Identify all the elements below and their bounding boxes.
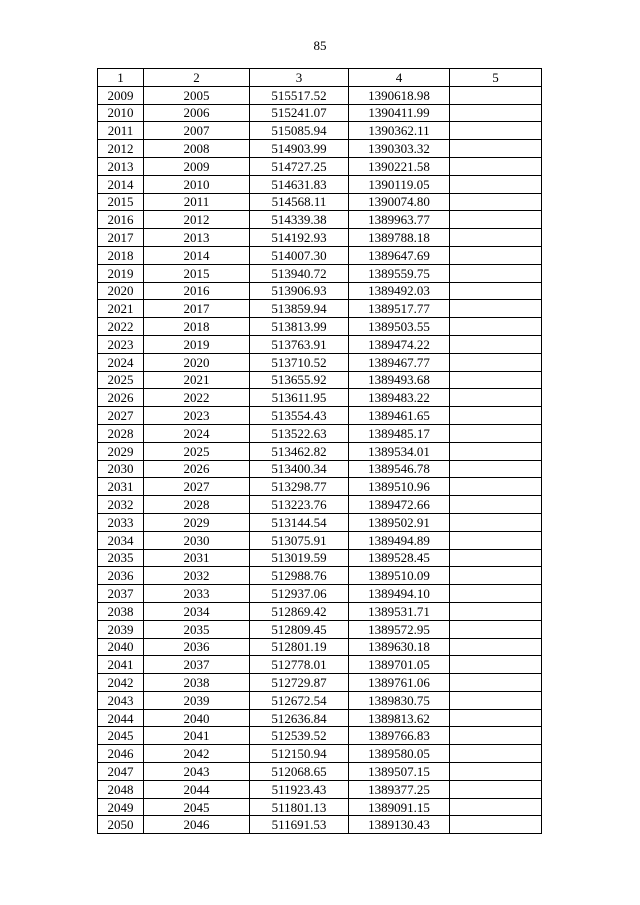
table-cell: 2029 [98,442,144,460]
table-cell: 1389494.10 [349,585,450,603]
table-row [98,691,542,709]
table-cell: 2023 [144,407,250,425]
table-cell: 2016 [144,282,250,300]
table-cell: 2005 [144,86,250,104]
table-cell: 2022 [98,318,144,336]
table-cell: 2035 [144,620,250,638]
table-row [98,140,542,158]
table-row [98,104,542,122]
table-cell: 513019.59 [250,549,349,567]
table-cell: 2013 [98,157,144,175]
table-row [98,567,542,585]
table-cell [450,763,542,781]
table-cell: 1389502.91 [349,513,450,531]
table-cell: 2044 [144,780,250,798]
table-cell: 2011 [98,122,144,140]
table-cell: 2028 [144,496,250,514]
table-cell: 1389572.95 [349,620,450,638]
table-cell: 2018 [98,246,144,264]
table-cell: 513298.77 [250,478,349,496]
table-cell: 2021 [144,371,250,389]
table-cell: 2028 [98,424,144,442]
table-cell: 2042 [144,745,250,763]
table-cell: 2018 [144,318,250,336]
table-row [98,407,542,425]
table-row [98,335,542,353]
table-row [98,656,542,674]
table-cell: 2025 [98,371,144,389]
table-row [98,727,542,745]
table-cell: 2038 [144,674,250,692]
table-cell: 512869.42 [250,602,349,620]
table-cell: 513763.91 [250,335,349,353]
table-cell: 2044 [98,709,144,727]
table-cell: 2046 [144,816,250,834]
table-cell: 2043 [144,763,250,781]
table-cell: 2041 [144,727,250,745]
table-cell: 512988.76 [250,567,349,585]
table-cell: 1389493.68 [349,371,450,389]
table-cell [450,638,542,656]
table-cell: 1389507.15 [349,763,450,781]
table-cell: 513655.92 [250,371,349,389]
table-row [98,175,542,193]
table-cell: 1389534.01 [349,442,450,460]
table-cell: 2045 [98,727,144,745]
table-cell: 2048 [98,780,144,798]
table-cell: 511801.13 [250,798,349,816]
table-cell: 513554.43 [250,407,349,425]
table-cell: 2026 [98,389,144,407]
table-cell: 1389377.25 [349,780,450,798]
table-row [98,513,542,531]
table-cell: 513223.76 [250,496,349,514]
table-cell: 512068.65 [250,763,349,781]
table-cell: 1389130.43 [349,816,450,834]
table-cell: 2039 [144,691,250,709]
table-cell: 513462.82 [250,442,349,460]
table-cell: 2010 [98,104,144,122]
table-cell: 2037 [144,656,250,674]
table-cell: 1389474.22 [349,335,450,353]
table-cell: 2011 [144,193,250,211]
table-cell [450,478,542,496]
table-cell: 1389503.55 [349,318,450,336]
coordinates-table [97,68,542,834]
table-cell [450,86,542,104]
table-cell: 514727.25 [250,157,349,175]
table-cell [450,318,542,336]
table-cell: 2036 [98,567,144,585]
table-cell: 2036 [144,638,250,656]
table-cell: 513400.34 [250,460,349,478]
table-cell: 2030 [98,460,144,478]
table-cell: 1389494.89 [349,531,450,549]
table-cell: 2025 [144,442,250,460]
table-cell: 1390221.58 [349,157,450,175]
table-cell: 513075.91 [250,531,349,549]
table-cell [450,656,542,674]
table-row [98,157,542,175]
table-cell [450,798,542,816]
table-cell: 2020 [144,353,250,371]
table-row [98,193,542,211]
table-row [98,300,542,318]
table-cell [450,122,542,140]
table-cell: 512801.19 [250,638,349,656]
table-cell: 1390618.98 [349,86,450,104]
table-cell: 514631.83 [250,175,349,193]
table-cell: 1389546.78 [349,460,450,478]
table-cell [450,371,542,389]
table-cell: 2040 [98,638,144,656]
table-cell: 2046 [98,745,144,763]
table-cell: 1389531.71 [349,602,450,620]
table-cell: 514339.38 [250,211,349,229]
table-cell: 513813.99 [250,318,349,336]
table-cell: 2009 [98,86,144,104]
table-cell: 2035 [98,549,144,567]
table-cell: 1389766.83 [349,727,450,745]
table-row [98,353,542,371]
table-cell: 514192.93 [250,229,349,247]
column-header: 2 [144,69,250,87]
column-header: 5 [450,69,542,87]
table-row [98,442,542,460]
table-cell: 512778.01 [250,656,349,674]
table-cell: 2042 [98,674,144,692]
table-cell: 2009 [144,157,250,175]
table-cell: 2032 [144,567,250,585]
table-cell: 2017 [98,229,144,247]
table-cell: 2032 [98,496,144,514]
table-cell: 2037 [98,585,144,603]
table-cell: 2027 [98,407,144,425]
table-cell: 1389510.96 [349,478,450,496]
table-cell: 1389813.62 [349,709,450,727]
table-cell: 512729.87 [250,674,349,692]
table-row [98,478,542,496]
table-row [98,389,542,407]
table-cell: 2039 [98,620,144,638]
table-cell: 2033 [98,513,144,531]
table-cell: 2034 [144,602,250,620]
column-header: 4 [349,69,450,87]
table-cell [450,727,542,745]
table-cell: 1389510.09 [349,567,450,585]
table-cell: 1389528.45 [349,549,450,567]
table-row [98,745,542,763]
table-cell: 2045 [144,798,250,816]
table-cell [450,620,542,638]
table-row [98,549,542,567]
table-cell: 513144.54 [250,513,349,531]
table-cell: 1389830.75 [349,691,450,709]
table-cell [450,780,542,798]
table-cell [450,104,542,122]
table-cell [450,353,542,371]
table-cell [450,709,542,727]
table-cell: 515241.07 [250,104,349,122]
table-cell: 2019 [144,335,250,353]
table-cell: 2031 [98,478,144,496]
table-cell: 1389492.03 [349,282,450,300]
table-cell: 511923.43 [250,780,349,798]
table-cell: 1389701.05 [349,656,450,674]
table-cell: 1390411.99 [349,104,450,122]
table-cell: 1389517.77 [349,300,450,318]
table-cell: 512150.94 [250,745,349,763]
table-cell: 2010 [144,175,250,193]
table-cell: 1389485.17 [349,424,450,442]
table-cell: 2012 [144,211,250,229]
table-row [98,496,542,514]
table-row [98,602,542,620]
table-cell [450,193,542,211]
table-cell: 1389580.05 [349,745,450,763]
table-cell: 2024 [144,424,250,442]
table-row [98,122,542,140]
table-cell: 2050 [98,816,144,834]
table-row [98,816,542,834]
table-cell: 2043 [98,691,144,709]
table-cell: 2034 [98,531,144,549]
table-cell: 2014 [144,246,250,264]
table-cell [450,691,542,709]
table-cell [450,246,542,264]
table-cell: 2017 [144,300,250,318]
table-cell: 2020 [98,282,144,300]
page-number: 85 [313,38,327,53]
table-cell: 1389467.77 [349,353,450,371]
table-cell: 1389091.15 [349,798,450,816]
table-cell [450,264,542,282]
table-row [98,264,542,282]
table-cell: 1389461.65 [349,407,450,425]
table-cell [450,602,542,620]
table-row [98,709,542,727]
table-cell: 513940.72 [250,264,349,282]
table-cell: 2007 [144,122,250,140]
table-cell: 2014 [98,175,144,193]
table-cell: 2038 [98,602,144,620]
table-cell: 2015 [144,264,250,282]
table-row [98,531,542,549]
table-cell: 2040 [144,709,250,727]
table-cell: 2012 [98,140,144,158]
table-cell: 2019 [98,264,144,282]
table-cell: 2030 [144,531,250,549]
table-cell [450,335,542,353]
table-row [98,86,542,104]
table-cell [450,389,542,407]
table-cell: 2024 [98,353,144,371]
table-cell: 1389647.69 [349,246,450,264]
table-cell: 511691.53 [250,816,349,834]
table-cell: 515085.94 [250,122,349,140]
table-cell [450,567,542,585]
table-cell: 1389788.18 [349,229,450,247]
table-cell [450,175,542,193]
table-cell [450,407,542,425]
table-cell: 1389630.18 [349,638,450,656]
table-cell: 2033 [144,585,250,603]
table-cell [450,585,542,603]
table-cell [450,460,542,478]
table-row [98,229,542,247]
table-cell: 514903.99 [250,140,349,158]
table-cell: 2029 [144,513,250,531]
table-row [98,585,542,603]
column-header: 1 [98,69,144,87]
table-cell [450,674,542,692]
table-cell: 512636.84 [250,709,349,727]
table-cell [450,300,542,318]
table-cell [450,424,542,442]
table-cell: 1389559.75 [349,264,450,282]
table-cell: 1389761.06 [349,674,450,692]
table-row [98,424,542,442]
table-cell [450,549,542,567]
table-cell: 513906.93 [250,282,349,300]
table-cell: 514568.11 [250,193,349,211]
table-row [98,246,542,264]
table-cell [450,157,542,175]
table-cell: 1389963.77 [349,211,450,229]
table-cell [450,745,542,763]
table-cell: 1390119.05 [349,175,450,193]
table-row [98,798,542,816]
table-row [98,211,542,229]
table-row [98,638,542,656]
table-row [98,763,542,781]
table-row [98,780,542,798]
table-cell: 2016 [98,211,144,229]
table-cell: 2023 [98,335,144,353]
table-cell: 512937.06 [250,585,349,603]
table-cell: 512672.54 [250,691,349,709]
table-cell [450,211,542,229]
table-row [98,318,542,336]
table-cell [450,816,542,834]
table-cell: 512539.52 [250,727,349,745]
table-row [98,282,542,300]
table-cell: 2022 [144,389,250,407]
table-cell: 512809.45 [250,620,349,638]
table-cell [450,229,542,247]
table-cell: 2015 [98,193,144,211]
table-body [98,86,542,833]
table-cell: 2047 [98,763,144,781]
table-cell: 2013 [144,229,250,247]
table-cell: 2049 [98,798,144,816]
table-cell [450,496,542,514]
table-header-row [98,69,542,87]
table-cell [450,140,542,158]
table-cell: 1390074.80 [349,193,450,211]
table-cell: 1390362.11 [349,122,450,140]
table-cell: 2021 [98,300,144,318]
table-cell: 2041 [98,656,144,674]
table-cell: 2031 [144,549,250,567]
table-cell: 513710.52 [250,353,349,371]
table-cell: 513522.63 [250,424,349,442]
table-cell: 514007.30 [250,246,349,264]
table-cell: 2026 [144,460,250,478]
table-cell: 1390303.32 [349,140,450,158]
table-cell: 513859.94 [250,300,349,318]
table-row [98,674,542,692]
table-cell [450,442,542,460]
table-cell [450,531,542,549]
table-cell: 2008 [144,140,250,158]
column-header: 3 [250,69,349,87]
table-cell: 1389472.66 [349,496,450,514]
table-cell: 2027 [144,478,250,496]
table-cell: 2006 [144,104,250,122]
table-row [98,460,542,478]
table-cell [450,282,542,300]
table-row [98,620,542,638]
table-row [98,371,542,389]
table-cell: 515517.52 [250,86,349,104]
table-cell: 1389483.22 [349,389,450,407]
table-cell [450,513,542,531]
table-cell: 513611.95 [250,389,349,407]
